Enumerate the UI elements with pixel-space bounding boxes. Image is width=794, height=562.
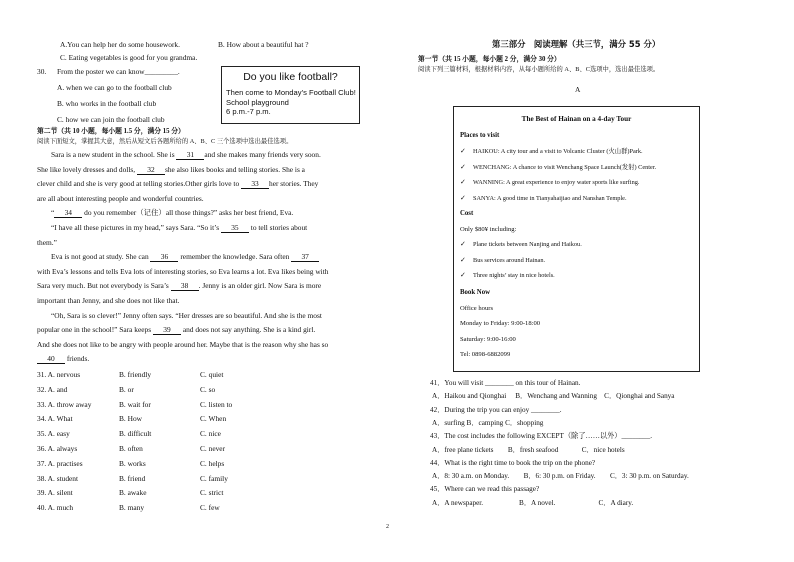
include-item [460, 256, 545, 265]
passage-line [37, 354, 89, 364]
passage-line [51, 208, 293, 218]
section1-heading: 第一节（共 15 小题，每小题 2 分，满分 30 分） [418, 56, 561, 63]
q30-option-a: A. when we can go to the football club [57, 83, 172, 92]
passage-text: “ [51, 208, 55, 218]
passage-text: Eva is not good at study. She can [51, 252, 151, 262]
q30-option-b: B. who works in the football club [57, 99, 157, 108]
include-text: Bus services around Hainan. [473, 256, 546, 264]
check-icon: ✓ [460, 193, 466, 202]
option-33-a: 33. A. throw away [37, 399, 92, 409]
office-hours-label: Office hours [460, 305, 494, 312]
tour-title: The Best of Hainan on a 4-day Tour [521, 115, 632, 123]
option-38-b: B. friend [119, 473, 146, 483]
option-33-b: B. wait for [119, 399, 151, 409]
q30-stem: From the poster we can know_________. [57, 67, 180, 76]
question-41-options: A．Haikou and Qionghai B．Wenchang and Wanning C．Qionghai and Sanya [432, 392, 675, 401]
cost-heading: Cost [460, 210, 474, 217]
check-icon: ✓ [460, 178, 466, 186]
passage-text: her stories. They [269, 179, 319, 189]
option-34-b: B. How [119, 414, 142, 424]
passage-line [37, 296, 179, 305]
question-42: 42．During the trip you can enjoy ________. [430, 405, 562, 414]
place-item [460, 178, 639, 187]
option-32-a: 32. A. and [37, 384, 68, 394]
place-text: SANYA: A good time in Tianyahaijiao and Nanshan Temple. [473, 194, 627, 202]
section2-heading: 第二节（共 10 小题，每小题 1.5 分，满分 15 分） [37, 128, 185, 135]
blank-39: 39 [153, 325, 181, 335]
blank-36: 36 [150, 252, 178, 262]
passage-line [37, 165, 305, 175]
option-34-c: C. When [200, 414, 227, 424]
option-40-a: 40. A. much [37, 503, 74, 513]
check-icon: ✓ [460, 255, 466, 264]
poster-title: Do you like football? [243, 71, 338, 83]
passage-text: “I have all these pictures in my head,” says Sara. “So it’s [51, 223, 221, 232]
passage-line [37, 238, 57, 247]
include-item [460, 240, 582, 249]
place-text: HAIKOU: A city tour and a visit to Volcanic Cluster (火山群)Park. [473, 148, 643, 155]
include-item [460, 271, 555, 280]
q29-option-b: B. How about a beautiful hat ? [218, 40, 309, 49]
place-item [460, 163, 656, 172]
passage-text: . Jenny is an older girl. Now Sara is more [198, 281, 322, 291]
option-37-c: C. helps [200, 458, 225, 468]
poster-line-1: Then come to Monday’s Football Club! [226, 88, 356, 97]
option-36-b: B. often [119, 444, 143, 453]
passage-text: remember the knowledge. Sara often [178, 252, 292, 262]
saturday-hours: Saturday: 9:00-16:00 [460, 336, 516, 343]
question-44-options: A．8: 30 a.m. on Monday. B．6: 30 p.m. on Friday. C．3: 30 p.m. on Saturday. [432, 472, 689, 481]
option-35-b: B. difficult [119, 429, 152, 439]
option-40-b: B. many [119, 503, 145, 513]
passage-line [51, 311, 322, 320]
passage-text: are all about interesting people and wonderful countries. [37, 193, 204, 203]
blank-40: 40 [37, 354, 65, 364]
option-31-a: 31. A. nervous [37, 370, 81, 379]
football-poster [221, 66, 360, 124]
passage-line [37, 194, 204, 203]
blank-38: 38 [171, 281, 199, 291]
option-35-c: C. nice [200, 429, 221, 439]
section1-instruction: 阅读下列三篇材料，根据材料内容，从每小题所给的 A、B、C选项中，选出最佳选项。 [418, 66, 660, 73]
blank-33: 33 [241, 179, 269, 189]
passage-line [37, 325, 315, 335]
place-item [460, 194, 627, 203]
q30-number: 30. [37, 67, 47, 76]
q30-option-c: C. how we can join the football club [57, 115, 165, 124]
option-39-a: 39. A. silent [37, 488, 73, 498]
passage-line [51, 223, 307, 233]
passage-text: And she does not like to be angry with people around her. Maybe that is the reason why she has so [37, 339, 329, 349]
place-text: WENCHANG: A chance to visit Wenchang Space Launch(发射) Center. [473, 163, 657, 171]
passage-text: Sara is a new student in the school. She is [51, 150, 177, 159]
question-43-options: A．free plane tickets B．fresh seafood C．nice hotels [432, 445, 625, 454]
question-44: 44．What is the right time to book the trip on the phone? [430, 458, 596, 467]
passage-text: friends. [65, 354, 90, 364]
tour-advert-box [453, 106, 700, 372]
option-39-b: B. awake [119, 488, 147, 498]
check-icon: ✓ [460, 162, 466, 171]
q29-option-c: C. Eating vegetables is good for you grandma. [60, 53, 198, 62]
passage-line [37, 179, 318, 189]
passage-text: clever child and she is very good at telling stories.Other girls love to [37, 179, 242, 189]
page-number: 2 [386, 524, 389, 530]
section2-instruction: 阅读下面短文，掌握其大意，然后从短文后各题所给的 A、B、C 三个选项中选出最佳选项。 [37, 138, 293, 145]
passage-line [51, 150, 321, 160]
book-heading: Book Now [460, 289, 491, 296]
q29-option-a: A.You can help her do some housework. [60, 40, 180, 49]
passage-text: with Eva’s lessons and tells Eva lots of interesting stories, so Eva learns a lot. Eva likes being with [37, 266, 329, 276]
passage-text: “Oh, Sara is so clever!” Jenny often says. “Her dresses are so beautiful. And she is the most [51, 310, 322, 320]
telephone: Tel: 0898-6882099 [460, 351, 511, 358]
passage-text: she also likes books and telling stories. She is a [164, 164, 305, 174]
passage-line [51, 252, 319, 262]
blank-31: 31 [176, 150, 204, 160]
passage-line [37, 281, 321, 291]
include-text: Plane tickets between Nanjing and Haikou. [473, 241, 582, 248]
poster-line-2: School playground [226, 97, 289, 107]
passage-text: and she makes many friends very soon. [204, 150, 321, 159]
place-text: WANNING: A great experience to enjoy water sports like surfing. [473, 179, 640, 186]
passage-label-a: A [575, 85, 581, 94]
question-45-options: A．A newspaper. B．A novel. C．A diary. [432, 498, 634, 507]
option-36-a: 36. A. always [37, 444, 78, 453]
part3-title: 第三部分 阅读理解（共三节，满分 55 分） [492, 39, 661, 49]
check-icon: ✓ [460, 271, 466, 279]
cost-line: Only $80¥ including: [460, 226, 517, 233]
check-icon: ✓ [460, 240, 466, 248]
option-34-a: 34. A. What [37, 414, 73, 424]
passage-text: do you remember（记住）all those things?” asks her best friend, Eva. [82, 208, 294, 218]
poster-line-3: 6 p.m.-7 p.m. [226, 107, 271, 116]
question-42-options: A．surfing B．camping C．shopping [432, 418, 544, 427]
option-36-c: C. never [200, 444, 226, 453]
question-43: 43．The cost includes the following EXCEPT（除了……以外）________. [430, 432, 652, 441]
option-35-a: 35. A. easy [37, 429, 70, 439]
option-38-c: C. family [200, 473, 228, 483]
question-45: 45．Where can we read this passage? [430, 485, 540, 494]
option-31-b: B. friendly [119, 370, 152, 379]
option-37-b: B. works [119, 458, 146, 468]
passage-text: to tell stories about [248, 223, 308, 232]
passage-text: and does not say anything. She is a kind girl. [180, 325, 316, 335]
passage-line [37, 340, 328, 349]
check-icon: ✓ [460, 147, 466, 155]
passage-text: popular one in the school!” Sara keeps [37, 325, 153, 335]
blank-35: 35 [221, 223, 249, 233]
option-37-a: 37. A. practises [37, 458, 83, 468]
option-40-c: C. few [200, 503, 220, 513]
option-31-c: C. quiet [200, 370, 224, 379]
passage-text: important than Jenny, and she does not like that. [37, 296, 180, 305]
option-32-b: B. or [119, 384, 134, 394]
include-text: Three nights’ stay in nice hotels. [473, 272, 555, 279]
blank-37: 37 [291, 252, 319, 262]
place-item [460, 147, 643, 156]
question-41: 41．You will visit ________ on this tour of Hainan. [430, 379, 581, 387]
blank-34: 34 [54, 208, 82, 218]
option-33-c: C. listen to [200, 399, 233, 409]
blank-32: 32 [137, 165, 165, 175]
weekday-hours: Monday to Friday: 9:00-18:00 [460, 320, 541, 327]
option-32-c: C. so [200, 384, 216, 394]
passage-text: Sara very much. But not everybody is Sara’s [37, 281, 171, 291]
passage-text: them.” [37, 237, 57, 247]
option-38-a: 38. A. student [37, 473, 79, 483]
places-heading: Places to visit [460, 132, 500, 139]
passage-text: She like lovely dresses and dolls, [37, 164, 137, 174]
passage-line [37, 267, 328, 276]
option-39-c: C. strict [200, 488, 224, 498]
